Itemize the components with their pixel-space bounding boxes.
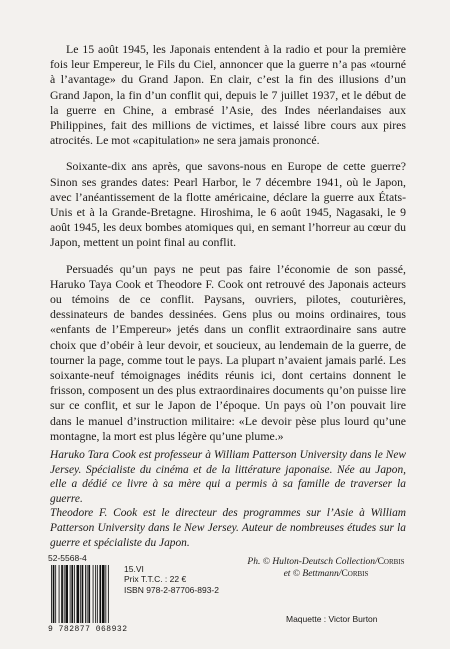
photo-credits — [236, 556, 416, 580]
summary-paragraph-3: Persuadés qu’un pays ne peut pas faire l’économie de son passé, Haruko Taya Cook et Theodore F. Cook ont retrouvé des Japonais acteurs ou témoins de ce conflit. Paysans, ouvriers, pilotes, couturières, dessinateurs de bandes dessinées. Gens plus ou moins ordinaires, tous «enfants de l’Empereur» jetés dans un conflit extraordinaire sans autre choix que d’obéir à leur devoir, et soucieux, au lendemain de la guerre, de tourner la page, comme tout le pays. La plupart n’avaient jamais parlé. Les soixante-neuf témoignages inédits réunis ici, dont certains donnent le frisson, composent un des plus extraordinaires documents qu’on puisse lire sur ce conflit, et sur le Japon de l’époque. Un pays où l’on pouvait lire dans le manuel d’instruction militaire: «Le devoir pèse plus lourd qu’une montagne, la mort est plus légère qu’une plume.» — [50, 261, 406, 443]
summary-paragraph-2: Soixante-dix ans après, que savons-nous en Europe de cette guerre? Sinon ses grandes dates: Pearl Harbor, le 7 décembre 1941, où le Japon, avec l’anéantissement de la flotte américaine, déclare la guerre aux États-Unis et à la Grande-Bretagne. Hiroshima, le 6 août 1945, Nagasaki, le 9 août 1945, les deux bombes atomiques qui, en semant l’horreur au cœur du Japon, mettent un point final au conflit. — [50, 159, 406, 250]
credit-line-2: et © Bettmann/Corbis — [283, 569, 369, 579]
barcode-digits: 9 782877 068932 — [48, 625, 128, 634]
price-label: Prix T.T.C. : 22 € — [124, 574, 187, 585]
isbn-label: ISBN 978-2-87706-893-2 — [124, 584, 219, 595]
summary-paragraph-1: Le 15 août 1945, les Japonais entendent à la radio et pour la première fois leur Empereur, le Fils du Ciel, annoncer que la guerre n’a pas «tourné à l’avantage» du Grand Japon. En clair, c’est la fin des illusions d’un Grand Japon, la fin d’un conflit qui, depuis le 7 juillet 1937, et le début de la guerre en Chine, a embrasé l’Asie, des Indes néerlandaises aux Philippines, fait des millions de victimes, et laissé libre cours aux pires atrocités. Le mot «capitulation» ne sera jamais prononcé. — [50, 42, 406, 148]
print-code: 15.VI — [124, 563, 144, 574]
summary-text — [50, 42, 406, 455]
design-credit: Maquette : Victor Burton — [286, 614, 378, 624]
product-code: 52-5568-4 — [48, 553, 87, 563]
author-bios — [50, 448, 406, 550]
barcode-image — [48, 553, 128, 635]
bio-theodore: Theodore F. Cook est le directeur des programmes sur l’Asie à William Patterson University dans le New Jersey. Auteur de nombreuses études sur la guerre et spécialiste du Japon. — [50, 507, 406, 549]
price-block — [124, 553, 219, 595]
credit-line-1: Ph. © Hulton-Deutsch Collection/Corbis — [247, 557, 405, 567]
bio-haruko: Haruko Tara Cook est professeur à William Patterson University dans le New Jersey. Spécialiste du cinéma et de la littérature japonaise. Née au Japon, elle a dédié ce livre à sa mère qui a permis à sa famille de traverser la guerre. — [50, 449, 406, 505]
